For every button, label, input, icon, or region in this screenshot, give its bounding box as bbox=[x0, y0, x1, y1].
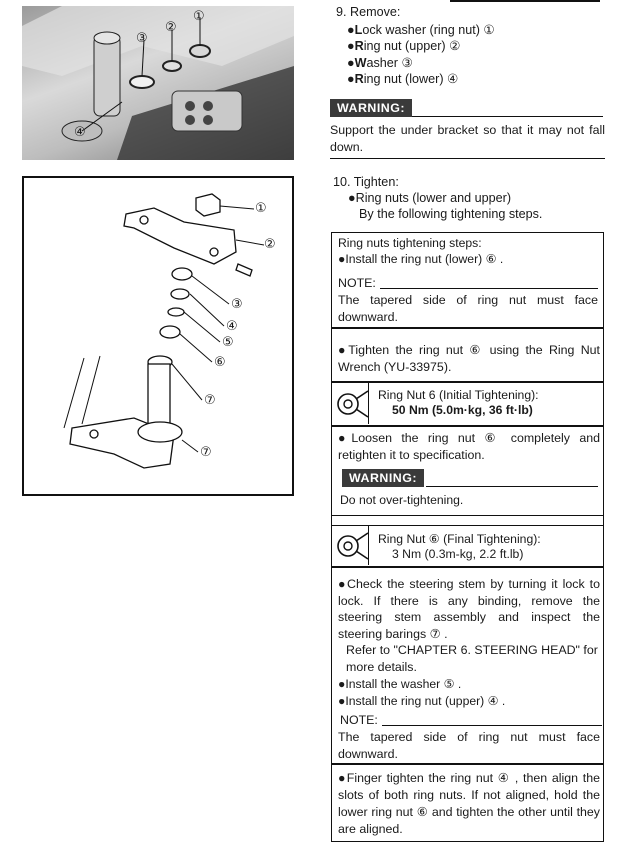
warning-label-2: WARNING: bbox=[342, 469, 424, 487]
spec1-value: 50 Nm (5.0m·kg, 36 ft·lb) bbox=[392, 403, 533, 417]
note-text-1: The tapered side of ring nut must face downward. bbox=[338, 293, 598, 324]
finger-box bbox=[331, 764, 604, 842]
warning-text-2: Do not over-tightening. bbox=[340, 493, 464, 507]
step9-item-3: ●Washer ③ bbox=[347, 56, 413, 70]
procedure-heading: Ring nuts tightening steps: bbox=[338, 236, 482, 250]
loosen-box bbox=[331, 426, 604, 516]
note-label-2: NOTE: bbox=[340, 713, 378, 727]
finger-step: ●Finger tighten the ring nut ④ , then align the slots of both ring nuts. If not aligned, hold the lower ring nut ⑥ and tighten the other until they are aligned. bbox=[338, 771, 600, 836]
spec2-title: Ring Nut ⑥ (Final Tightening): bbox=[378, 532, 541, 546]
exploded-diagram bbox=[22, 176, 294, 496]
procedure-box-2 bbox=[331, 328, 604, 382]
note-rule-2 bbox=[382, 725, 602, 726]
spec1-divider bbox=[368, 383, 369, 424]
warning-rule-2 bbox=[426, 486, 598, 487]
tighten-step: ●Tighten the ring nut ⑥ using the Ring Nut Wrench (YU-33975). bbox=[338, 343, 600, 374]
spacer-strip bbox=[331, 516, 604, 525]
spec2-divider bbox=[368, 526, 369, 565]
step9-bottom-rule bbox=[330, 158, 605, 159]
photo-callout-3: ③ bbox=[136, 30, 148, 45]
spec-box-1 bbox=[331, 382, 604, 426]
diagram-callout-7b: ⑦ bbox=[200, 444, 212, 459]
step9-warning-text: Support the under bracket so that it may not fall down. bbox=[330, 123, 605, 154]
loosen-step: ●Loosen the ring nut ⑥ completely and retighten it to specification. bbox=[338, 431, 600, 462]
note-text-2: The tapered side of ring nut must face downward. bbox=[338, 730, 600, 761]
spec-box-2 bbox=[331, 525, 604, 567]
check-step: ●Check the steering stem by turning it lock to lock. If there is any binding, remove the steering stem assembly and inspect the steering barings ⑦ . bbox=[338, 577, 600, 641]
torque-wrench-icon bbox=[334, 387, 370, 421]
step9-item-4: ●Ring nut (lower) ④ bbox=[347, 72, 459, 86]
spec1-title: Ring Nut 6 (Initial Tightening): bbox=[378, 388, 539, 402]
photo-callout-4: ④ bbox=[74, 124, 86, 139]
procedure-box-1 bbox=[331, 232, 604, 328]
step9-item-2: ●Ring nut (upper) ② bbox=[347, 39, 461, 53]
note-rule-1 bbox=[380, 288, 598, 289]
step9-title: 9. Remove: bbox=[336, 5, 401, 19]
install-lower-step: ●Install the ring nut (lower) ⑥ . bbox=[338, 252, 504, 266]
step10-sub: By the following tightening steps. bbox=[359, 207, 543, 221]
diagram-callout-1: ① bbox=[255, 200, 267, 215]
diagram-callout-6: ⑥ bbox=[214, 354, 226, 369]
diagram-callout-2: ② bbox=[264, 236, 276, 251]
note-label-1: NOTE: bbox=[338, 276, 376, 290]
photo-callout-2: ② bbox=[165, 19, 177, 34]
step9-item-1: ●Lock washer (ring nut) ① bbox=[347, 23, 495, 37]
step9-warning-label: WARNING: bbox=[330, 99, 412, 117]
refer-text: Refer to "CHAPTER 6. STEERING HEAD" for more details. bbox=[346, 643, 598, 674]
step10-bullet: ●Ring nuts (lower and upper) bbox=[348, 191, 512, 205]
diagram-callout-3: ③ bbox=[231, 296, 243, 311]
diagram-callout-7: ⑦ bbox=[204, 392, 216, 407]
check-box bbox=[331, 567, 604, 764]
diagram-illustration bbox=[24, 178, 292, 494]
photo-illustration bbox=[22, 6, 294, 160]
spec2-value: 3 Nm (0.3m-kg, 2.2 ft.lb) bbox=[392, 547, 524, 561]
install-upper-step: ●Install the ring nut (upper) ④ . bbox=[338, 694, 506, 708]
step9-warning-rule bbox=[412, 116, 603, 117]
step10-title: 10. Tighten: bbox=[333, 175, 399, 189]
diagram-callout-4: ④ bbox=[226, 318, 238, 333]
photo-callout-1: ① bbox=[193, 8, 205, 23]
torque-wrench-icon-2 bbox=[334, 529, 370, 563]
top-rule bbox=[450, 0, 600, 2]
steering-head-photo bbox=[22, 6, 294, 160]
install-washer-step: ●Install the washer ⑤ . bbox=[338, 677, 462, 691]
diagram-callout-5: ⑤ bbox=[222, 334, 234, 349]
